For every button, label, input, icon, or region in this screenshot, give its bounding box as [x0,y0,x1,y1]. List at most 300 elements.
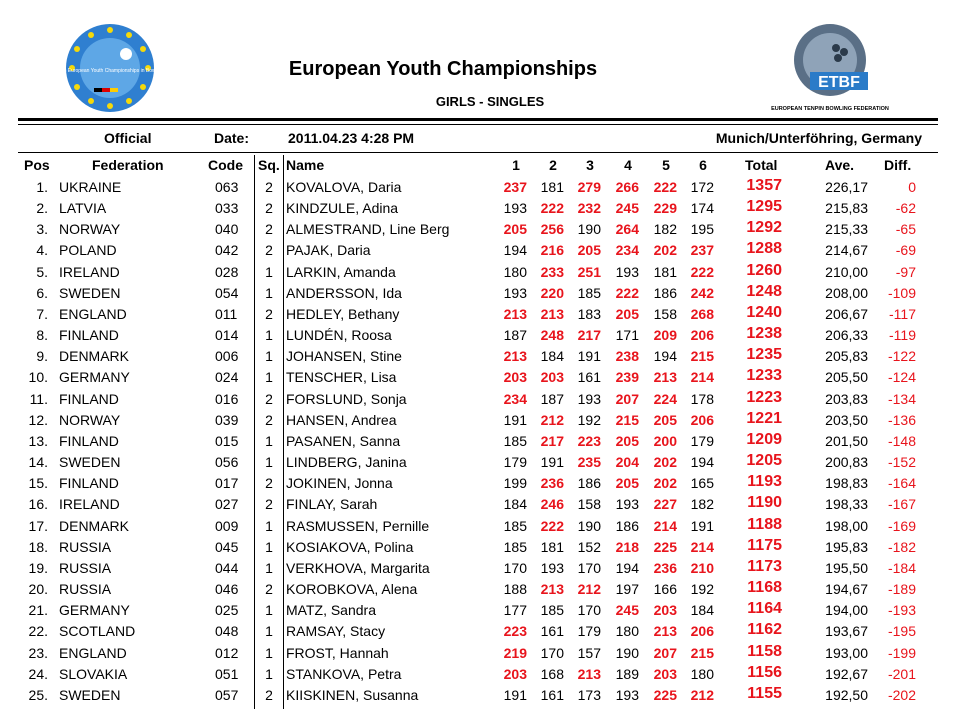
header-rule [18,118,938,121]
code-cell: 033 [215,200,239,217]
name-cell: MATZ, Sandra [286,602,376,619]
game-score-cell: 212 [540,411,564,428]
game-score-cell: 233 [540,263,564,280]
game-score-cell: 174 [690,200,714,217]
header-federation: Federation [92,157,164,173]
average-cell: 192,67 [825,665,868,682]
name-cell: ANDERSSON, Ida [286,284,402,301]
page-subtitle: GIRLS - SINGLES [435,94,545,109]
average-cell: 210,00 [825,263,868,280]
position-cell: 24. [28,665,48,682]
game-score-cell: 205 [503,221,527,238]
game-score-cell: 202 [653,475,677,492]
average-cell: 215,83 [825,200,868,217]
position-cell: 16. [28,496,48,513]
total-cell: 1205 [746,452,782,470]
game-score-cell: 238 [615,348,639,365]
squad-cell: 2 [265,686,273,703]
squad-cell: 2 [265,305,273,322]
date-value: 2011.04.23 4:28 PM [288,130,415,146]
game-score-cell: 239 [615,369,639,386]
header-game-2: 2 [549,157,557,173]
table-row [0,219,940,240]
game-score-cell: 213 [503,348,527,365]
total-cell: 1175 [747,536,782,554]
average-cell: 203,50 [825,411,868,428]
difference-cell: -109 [887,284,916,301]
federation-cell: POLAND [59,242,117,259]
game-score-cell: 181 [540,179,564,195]
table-row [0,177,940,198]
game-score-cell: 192 [577,411,601,428]
header-game-6: 6 [699,157,707,173]
game-score-cell: 185 [503,432,527,449]
code-cell: 028 [215,263,239,280]
federation-cell: UKRAINE [59,179,122,195]
game-score-cell: 213 [540,581,564,598]
difference-cell: -124 [887,369,916,386]
squad-cell: 1 [265,348,273,365]
game-score-cell: 200 [653,432,677,449]
game-score-cell: 180 [690,665,714,682]
game-score-cell: 234 [503,390,527,407]
total-cell: 1260 [746,261,782,279]
game-score-cell: 205 [615,432,639,449]
game-score-cell: 181 [653,263,677,280]
game-score-cell: 245 [615,200,639,217]
game-score-cell: 193 [615,263,639,280]
game-score-cell: 206 [690,623,714,640]
name-cell: VERKHOVA, Margarita [286,559,430,576]
game-score-cell: 210 [690,559,714,576]
game-score-cell: 161 [540,623,564,640]
game-score-cell: 194 [690,454,714,471]
game-score-cell: 207 [615,390,639,407]
total-cell: 1223 [746,388,782,406]
table-row [0,643,940,664]
total-cell: 1288 [746,240,782,258]
game-score-cell: 204 [615,454,639,471]
total-cell: 1162 [747,621,782,639]
table-row [0,389,940,410]
total-cell: 1173 [747,557,782,575]
game-score-cell: 279 [577,179,601,195]
total-cell: 1240 [746,303,782,321]
table-row [0,410,940,431]
etbf-mark: ETBF [818,74,860,91]
game-score-cell: 236 [653,559,677,576]
difference-cell: -202 [887,686,916,703]
squad-cell: 2 [265,496,273,513]
game-score-cell: 186 [615,517,639,534]
position-cell: 5. [36,263,48,280]
game-score-cell: 190 [577,221,601,238]
code-cell: 042 [215,242,239,259]
squad-cell: 1 [265,644,273,661]
difference-cell: -62 [895,200,916,217]
game-score-cell: 170 [540,644,564,661]
game-score-cell: 205 [615,475,639,492]
game-score-cell: 186 [577,475,601,492]
federation-cell: DENMARK [59,348,130,365]
position-cell: 2. [36,200,48,217]
average-cell: 201,50 [825,432,868,449]
name-cell: RAMSAY, Stacy [286,623,386,640]
game-score-cell: 268 [690,305,714,322]
name-cell: KOROBKOVA, Alena [286,581,418,598]
total-cell: 1155 [747,684,782,702]
code-cell: 045 [215,538,239,555]
squad-cell: 1 [265,369,273,386]
position-cell: 15. [28,475,48,492]
game-score-cell: 197 [615,581,639,598]
total-cell: 1188 [747,515,782,533]
header-rule-thin [18,124,938,125]
table-row [0,431,940,452]
code-cell: 014 [215,327,239,344]
squad-cell: 1 [265,284,273,301]
average-cell: 226,17 [825,179,868,195]
difference-cell: -201 [887,665,916,682]
game-score-cell: 232 [577,200,601,217]
header-pos: Pos [24,157,50,173]
game-score-cell: 165 [690,475,714,492]
game-score-cell: 181 [540,538,564,555]
code-cell: 025 [215,602,239,619]
game-score-cell: 205 [653,411,677,428]
difference-cell: -122 [887,348,916,365]
total-cell: 1238 [746,325,782,343]
federation-cell: IRELAND [59,496,120,513]
position-cell: 17. [28,517,48,534]
code-cell: 040 [215,221,239,238]
game-score-cell: 220 [540,284,564,301]
federation-cell: DENMARK [59,517,130,534]
federation-cell: SCOTLAND [59,623,136,640]
game-score-cell: 172 [690,179,714,195]
game-score-cell: 193 [615,686,639,703]
position-cell: 12. [28,411,48,428]
squad-cell: 2 [265,581,273,598]
table-row [0,664,940,685]
name-cell: ALMESTRAND, Line Berg [286,221,450,238]
difference-cell: -117 [889,305,916,322]
name-cell: FROST, Hannah [286,644,389,661]
game-score-cell: 185 [540,602,564,619]
federation-cell: NORWAY [59,411,121,428]
game-score-cell: 214 [690,369,714,386]
game-score-cell: 222 [615,284,639,301]
difference-cell: -199 [887,644,916,661]
game-score-cell: 213 [540,305,564,322]
game-score-cell: 179 [690,432,714,449]
game-score-cell: 158 [653,305,677,322]
federation-cell: SLOVAKIA [59,665,128,682]
game-score-cell: 182 [690,496,714,513]
game-score-cell: 189 [615,665,639,682]
game-score-cell: 223 [503,623,527,640]
game-score-cell: 193 [577,390,601,407]
game-score-cell: 195 [690,221,714,238]
table-row [0,685,940,706]
game-score-cell: 248 [540,327,564,344]
position-cell: 18. [28,538,48,555]
total-cell: 1193 [747,473,782,491]
position-cell: 13. [28,432,48,449]
game-score-cell: 187 [503,327,527,344]
position-cell: 4. [36,242,48,259]
official-label: Official [104,130,152,146]
game-score-cell: 205 [615,305,639,322]
name-cell: STANKOVA, Petra [286,665,402,682]
position-cell: 22. [28,623,48,640]
game-score-cell: 191 [503,686,527,703]
game-score-cell: 229 [653,200,677,217]
position-cell: 23. [28,644,48,661]
table-row [0,262,940,283]
difference-cell: -69 [895,242,916,259]
squad-cell: 1 [265,432,273,449]
game-score-cell: 158 [577,496,601,513]
squad-cell: 2 [265,179,273,195]
federation-cell: FINLAND [59,327,119,344]
name-cell: KOVALOVA, Daria [286,179,402,195]
championship-logo-text: 36th European Youth Championships in Bowling [56,68,164,74]
average-cell: 195,83 [825,538,868,555]
table-row [0,621,940,642]
difference-cell: -136 [887,411,916,428]
game-score-cell: 212 [577,581,601,598]
difference-cell: -134 [887,390,916,407]
table-row [0,283,940,304]
game-score-cell: 161 [577,369,601,386]
squad-cell: 2 [265,475,273,492]
game-score-cell: 203 [503,665,527,682]
game-score-cell: 251 [577,263,601,280]
header-game-4: 4 [624,157,632,173]
federation-cell: SWEDEN [59,454,121,471]
name-cell: FINLAY, Sarah [286,496,378,513]
game-score-cell: 184 [690,602,714,619]
federation-cell: GERMANY [59,369,130,386]
game-score-cell: 213 [503,305,527,322]
squad-cell: 2 [265,200,273,217]
game-score-cell: 191 [540,454,564,471]
game-score-cell: 237 [503,179,527,195]
game-score-cell: 161 [540,686,564,703]
difference-cell: -167 [887,496,916,513]
date-label: Date: [214,130,250,146]
federation-cell: SWEDEN [59,686,121,703]
total-cell: 1168 [747,579,782,597]
code-cell: 009 [215,517,239,534]
difference-cell: -164 [887,475,916,492]
code-cell: 039 [215,411,239,428]
game-score-cell: 223 [577,432,601,449]
game-score-cell: 203 [540,369,564,386]
game-score-cell: 214 [690,538,714,555]
game-score-cell: 215 [690,644,714,661]
federation-cell: SWEDEN [59,284,121,301]
game-score-cell: 194 [653,348,677,365]
game-score-cell: 191 [577,348,601,365]
name-cell: RASMUSSEN, Pernille [286,517,430,534]
game-score-cell: 185 [503,517,527,534]
game-score-cell: 184 [503,496,527,513]
total-cell: 1235 [746,346,782,364]
federation-cell: GERMANY [59,602,130,619]
game-score-cell: 190 [615,644,639,661]
name-cell: KIISKINEN, Susanna [286,686,419,703]
game-score-cell: 222 [653,179,677,195]
game-score-cell: 179 [577,623,601,640]
game-score-cell: 185 [577,284,601,301]
federation-cell: IRELAND [59,263,120,280]
name-cell: KINDZULE, Adina [286,200,399,217]
average-cell: 198,33 [825,496,868,513]
code-cell: 063 [215,179,239,195]
position-cell: 9. [36,348,48,365]
name-cell: PASANEN, Sanna [286,432,401,449]
average-cell: 195,50 [825,559,868,576]
game-score-cell: 222 [540,517,564,534]
squad-cell: 1 [265,454,273,471]
name-cell: PAJAK, Daria [286,242,371,259]
average-cell: 193,67 [825,623,868,640]
squad-cell: 1 [265,665,273,682]
code-cell: 015 [215,432,239,449]
header-game-5: 5 [662,157,670,173]
total-cell: 1292 [746,219,782,237]
header-sq: Sq. [258,157,280,173]
federation-cell: FINLAND [59,432,119,449]
code-cell: 048 [215,623,239,640]
game-score-cell: 237 [690,242,714,259]
name-cell: KOSIAKOVA, Polina [286,538,414,555]
average-cell: 205,83 [825,348,868,365]
position-cell: 6. [36,284,48,301]
game-score-cell: 246 [540,496,564,513]
average-cell: 200,83 [825,454,868,471]
squad-cell: 1 [265,623,273,640]
code-cell: 054 [215,284,239,301]
squad-cell: 1 [265,538,273,555]
game-score-cell: 188 [503,581,527,598]
game-score-cell: 213 [577,665,601,682]
average-cell: 198,00 [825,517,868,534]
average-cell: 194,00 [825,602,868,619]
game-score-cell: 222 [690,263,714,280]
game-score-cell: 216 [540,242,564,259]
game-score-cell: 217 [540,432,564,449]
code-cell: 017 [215,475,239,492]
table-row [0,198,940,219]
code-cell: 056 [215,454,239,471]
game-score-cell: 191 [503,411,527,428]
squad-cell: 1 [265,263,273,280]
average-cell: 208,00 [825,284,868,301]
game-score-cell: 152 [577,538,601,555]
name-cell: FORSLUND, Sonja [286,390,407,407]
name-cell: LINDBERG, Janina [286,454,407,471]
total-cell: 1221 [746,409,782,427]
average-cell: 192,50 [825,686,868,703]
squad-cell: 2 [265,411,273,428]
code-cell: 016 [215,390,239,407]
total-cell: 1233 [746,367,782,385]
name-cell: TENSCHER, Lisa [286,369,397,386]
average-cell: 206,33 [825,327,868,344]
table-row [0,494,940,515]
squad-cell: 1 [265,517,273,534]
federation-cell: NORWAY [59,221,121,238]
game-score-cell: 242 [690,284,714,301]
game-score-cell: 170 [577,559,601,576]
game-score-cell: 207 [653,644,677,661]
game-score-cell: 184 [540,348,564,365]
game-score-cell: 203 [653,602,677,619]
game-score-cell: 212 [690,686,714,703]
name-cell: HEDLEY, Bethany [286,305,400,322]
total-cell: 1158 [747,642,782,660]
game-score-cell: 185 [503,538,527,555]
code-cell: 046 [215,581,239,598]
game-score-cell: 193 [503,200,527,217]
code-cell: 027 [215,496,239,513]
game-score-cell: 194 [503,242,527,259]
difference-cell: -195 [887,623,916,640]
game-score-cell: 199 [503,475,527,492]
game-score-cell: 224 [653,390,677,407]
table-row [0,473,940,494]
game-score-cell: 219 [503,644,527,661]
game-score-cell: 266 [615,179,639,195]
game-score-cell: 236 [540,475,564,492]
federation-cell: FINLAND [59,475,119,492]
game-score-cell: 205 [577,242,601,259]
position-cell: 19. [28,559,48,576]
difference-cell: -193 [887,602,916,619]
squad-cell: 2 [265,242,273,259]
page-title: European Youth Championships [288,58,598,80]
average-cell: 214,67 [825,242,868,259]
game-score-cell: 193 [540,559,564,576]
average-cell: 203,83 [825,390,868,407]
info-rule [18,152,938,153]
game-score-cell: 214 [653,517,677,534]
game-score-cell: 222 [540,200,564,217]
federation-cell: FINLAND [59,390,119,407]
position-cell: 25. [28,686,48,703]
game-score-cell: 193 [503,284,527,301]
table-row [0,304,940,325]
federation-cell: ENGLAND [59,644,127,661]
game-score-cell: 215 [690,348,714,365]
table-row [0,537,940,558]
federation-cell: RUSSIA [59,581,112,598]
game-score-cell: 203 [503,369,527,386]
squad-cell: 1 [265,559,273,576]
difference-cell: -119 [889,327,916,344]
total-cell: 1190 [747,494,782,512]
game-score-cell: 225 [653,538,677,555]
position-cell: 21. [28,602,48,619]
game-score-cell: 180 [503,263,527,280]
average-cell: 215,33 [825,221,868,238]
position-cell: 10. [28,369,48,386]
total-cell: 1164 [747,600,782,618]
header-game-1: 1 [512,157,520,173]
